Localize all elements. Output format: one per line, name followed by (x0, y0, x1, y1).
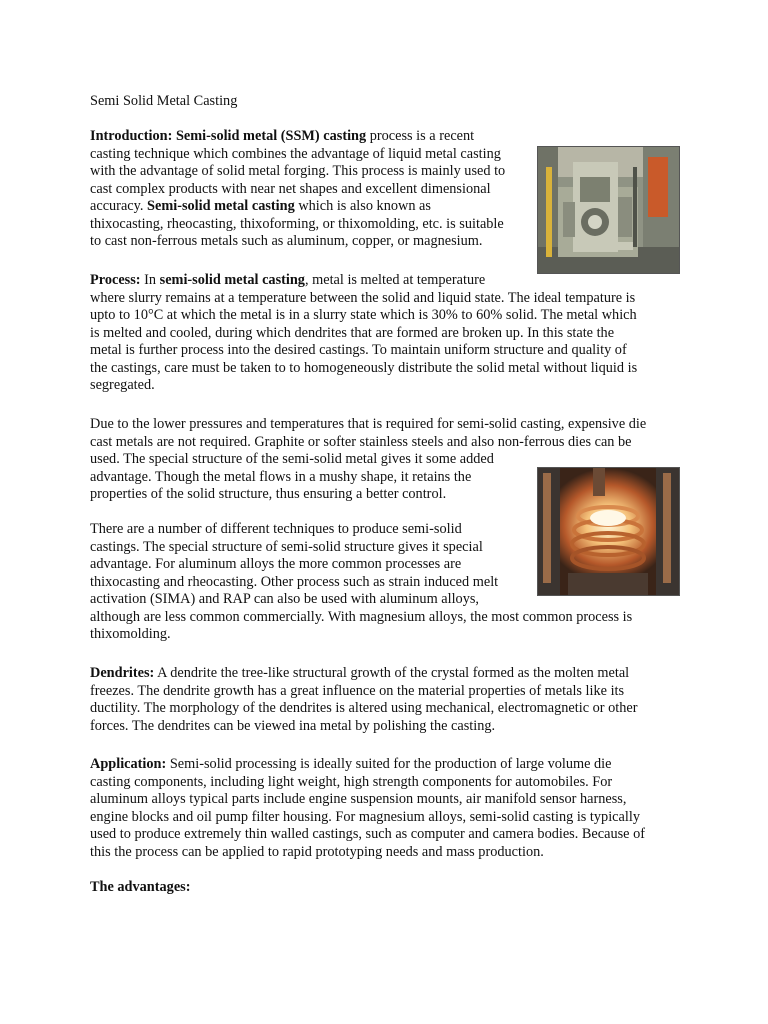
pressures-text: Due to the lower pressures and temperatures that is required for semi-solid casting, expensive die (90, 416, 647, 432)
application-text: this the process can be applied to rapid prototyping needs and mass production. (90, 843, 544, 860)
techniques-text: activation (SIMA) and RAP can also be used with aluminum alloys, (90, 591, 479, 607)
pressures-text: advantage. Though the metal flows in a mushy shape, it retains the (90, 468, 472, 485)
process-text: the castings, care must be taken to to homogeneously distribute the solid metal without liquid is (90, 359, 638, 376)
dendrites-label: Dendrites: (90, 665, 155, 681)
dendrites-text: forces. The dendrites can be viewed ina metal by polishing the casting. (90, 717, 496, 734)
casting-machine-photo (537, 146, 680, 274)
intro-label: Introduction: (90, 128, 173, 144)
intro-paragraph (90, 128, 505, 251)
techniques-text: thixomolding. (90, 626, 171, 642)
intro-text: accuracy. (90, 198, 148, 214)
advantages-heading (90, 879, 190, 897)
pressures-text: properties of the solid structure, thus ensuring a better control. (90, 486, 447, 502)
process-text: metal is further process into the desired castings. To maintain uniform structure and quality of (90, 342, 627, 358)
process-label: Process: (90, 272, 141, 288)
induction-heating-coil-photo (537, 467, 680, 596)
dendrites-text: A dendrite the tree-like structural growth of the crystal formed as the molten metal (154, 665, 630, 681)
process-text: In (140, 272, 160, 288)
dendrites-text: freezes. The dendrite growth has a great influence on the material properties of metals like its (90, 682, 625, 699)
intro-bold-term: Semi-solid metal casting (147, 198, 295, 214)
application-label: Application: (90, 756, 167, 772)
pressures-text: used. The special structure of the semi-solid metal gives it some added (90, 451, 494, 467)
dendrites-text: ductility. The morphology of the dendrites is altered using mechanical, electromagnetic or other (90, 700, 638, 716)
techniques-text: advantage. For aluminum alloys the more common processes are (90, 556, 462, 572)
application-text: casting components, including light weight, high strength components for automobiles. For (90, 773, 613, 790)
process-text: upto to 10°C at which the metal is in a slurry state which is 30% to 60% solid. The metal which (90, 307, 637, 323)
process-text: segregated. (90, 377, 155, 393)
application-text: engine blocks and oil pump filter housing. For magnesium alloys, semi-solid casting is typically (90, 808, 640, 825)
techniques-text: There are a number of different techniques to produce semi-solid (90, 521, 462, 537)
dendrites-paragraph (90, 665, 637, 735)
intro-text: process is a recent (366, 128, 475, 144)
application-text: Semi-solid processing is ideally suited for the production of large volume die (166, 756, 612, 772)
application-text: used to produce extremely thin walled castings, such as computer and camera bodies. Because of (90, 826, 646, 842)
process-bold-term: semi-solid metal casting (159, 272, 305, 288)
advantages-heading-text: The advantages: (90, 879, 191, 895)
process-paragraph (90, 272, 637, 395)
application-text: aluminum alloys typical parts include engine suspension mounts, air manifold sensor harness, (90, 791, 627, 807)
process-text: , metal is melted at temperature (304, 272, 486, 288)
techniques-text: thixocasting and rheocasting. Other process such as strain induced melt (90, 573, 499, 590)
document-title: Semi Solid Metal Casting (90, 93, 238, 109)
intro-text: to cast non-ferrous metals such as aluminum, copper, or magnesium. (90, 233, 483, 249)
intro-text: with the advantage of solid metal forging. This process is mainly used to (90, 163, 506, 179)
process-text: is melted and cooled, during which dendrites that are formed are broken up. In this state the (90, 324, 615, 341)
intro-text: which is also known as (294, 198, 431, 214)
application-paragraph (90, 756, 645, 861)
intro-bold-term: Semi-solid metal (SSM) casting (175, 128, 367, 144)
intro-text: thixocasting, rheocasting, thixoforming, or thixomolding, etc. is suitable (90, 215, 504, 232)
process-text: where slurry remains at a temperature between the solid and liquid state. The ideal tempature is (90, 289, 636, 306)
intro-text: casting technique which combines the advantage of liquid metal casting (90, 145, 501, 162)
techniques-text: although are less common commercially. With magnesium alloys, the most common process is (90, 608, 633, 625)
intro-text: cast complex products with near net shapes and excellent dimensional (90, 180, 491, 197)
techniques-text: castings. The special structure of semi-solid structure gives it special (90, 538, 483, 555)
pressures-text: cast metals are not required. Graphite or softer stainless steels and also non-ferrous dies can be (90, 433, 632, 450)
